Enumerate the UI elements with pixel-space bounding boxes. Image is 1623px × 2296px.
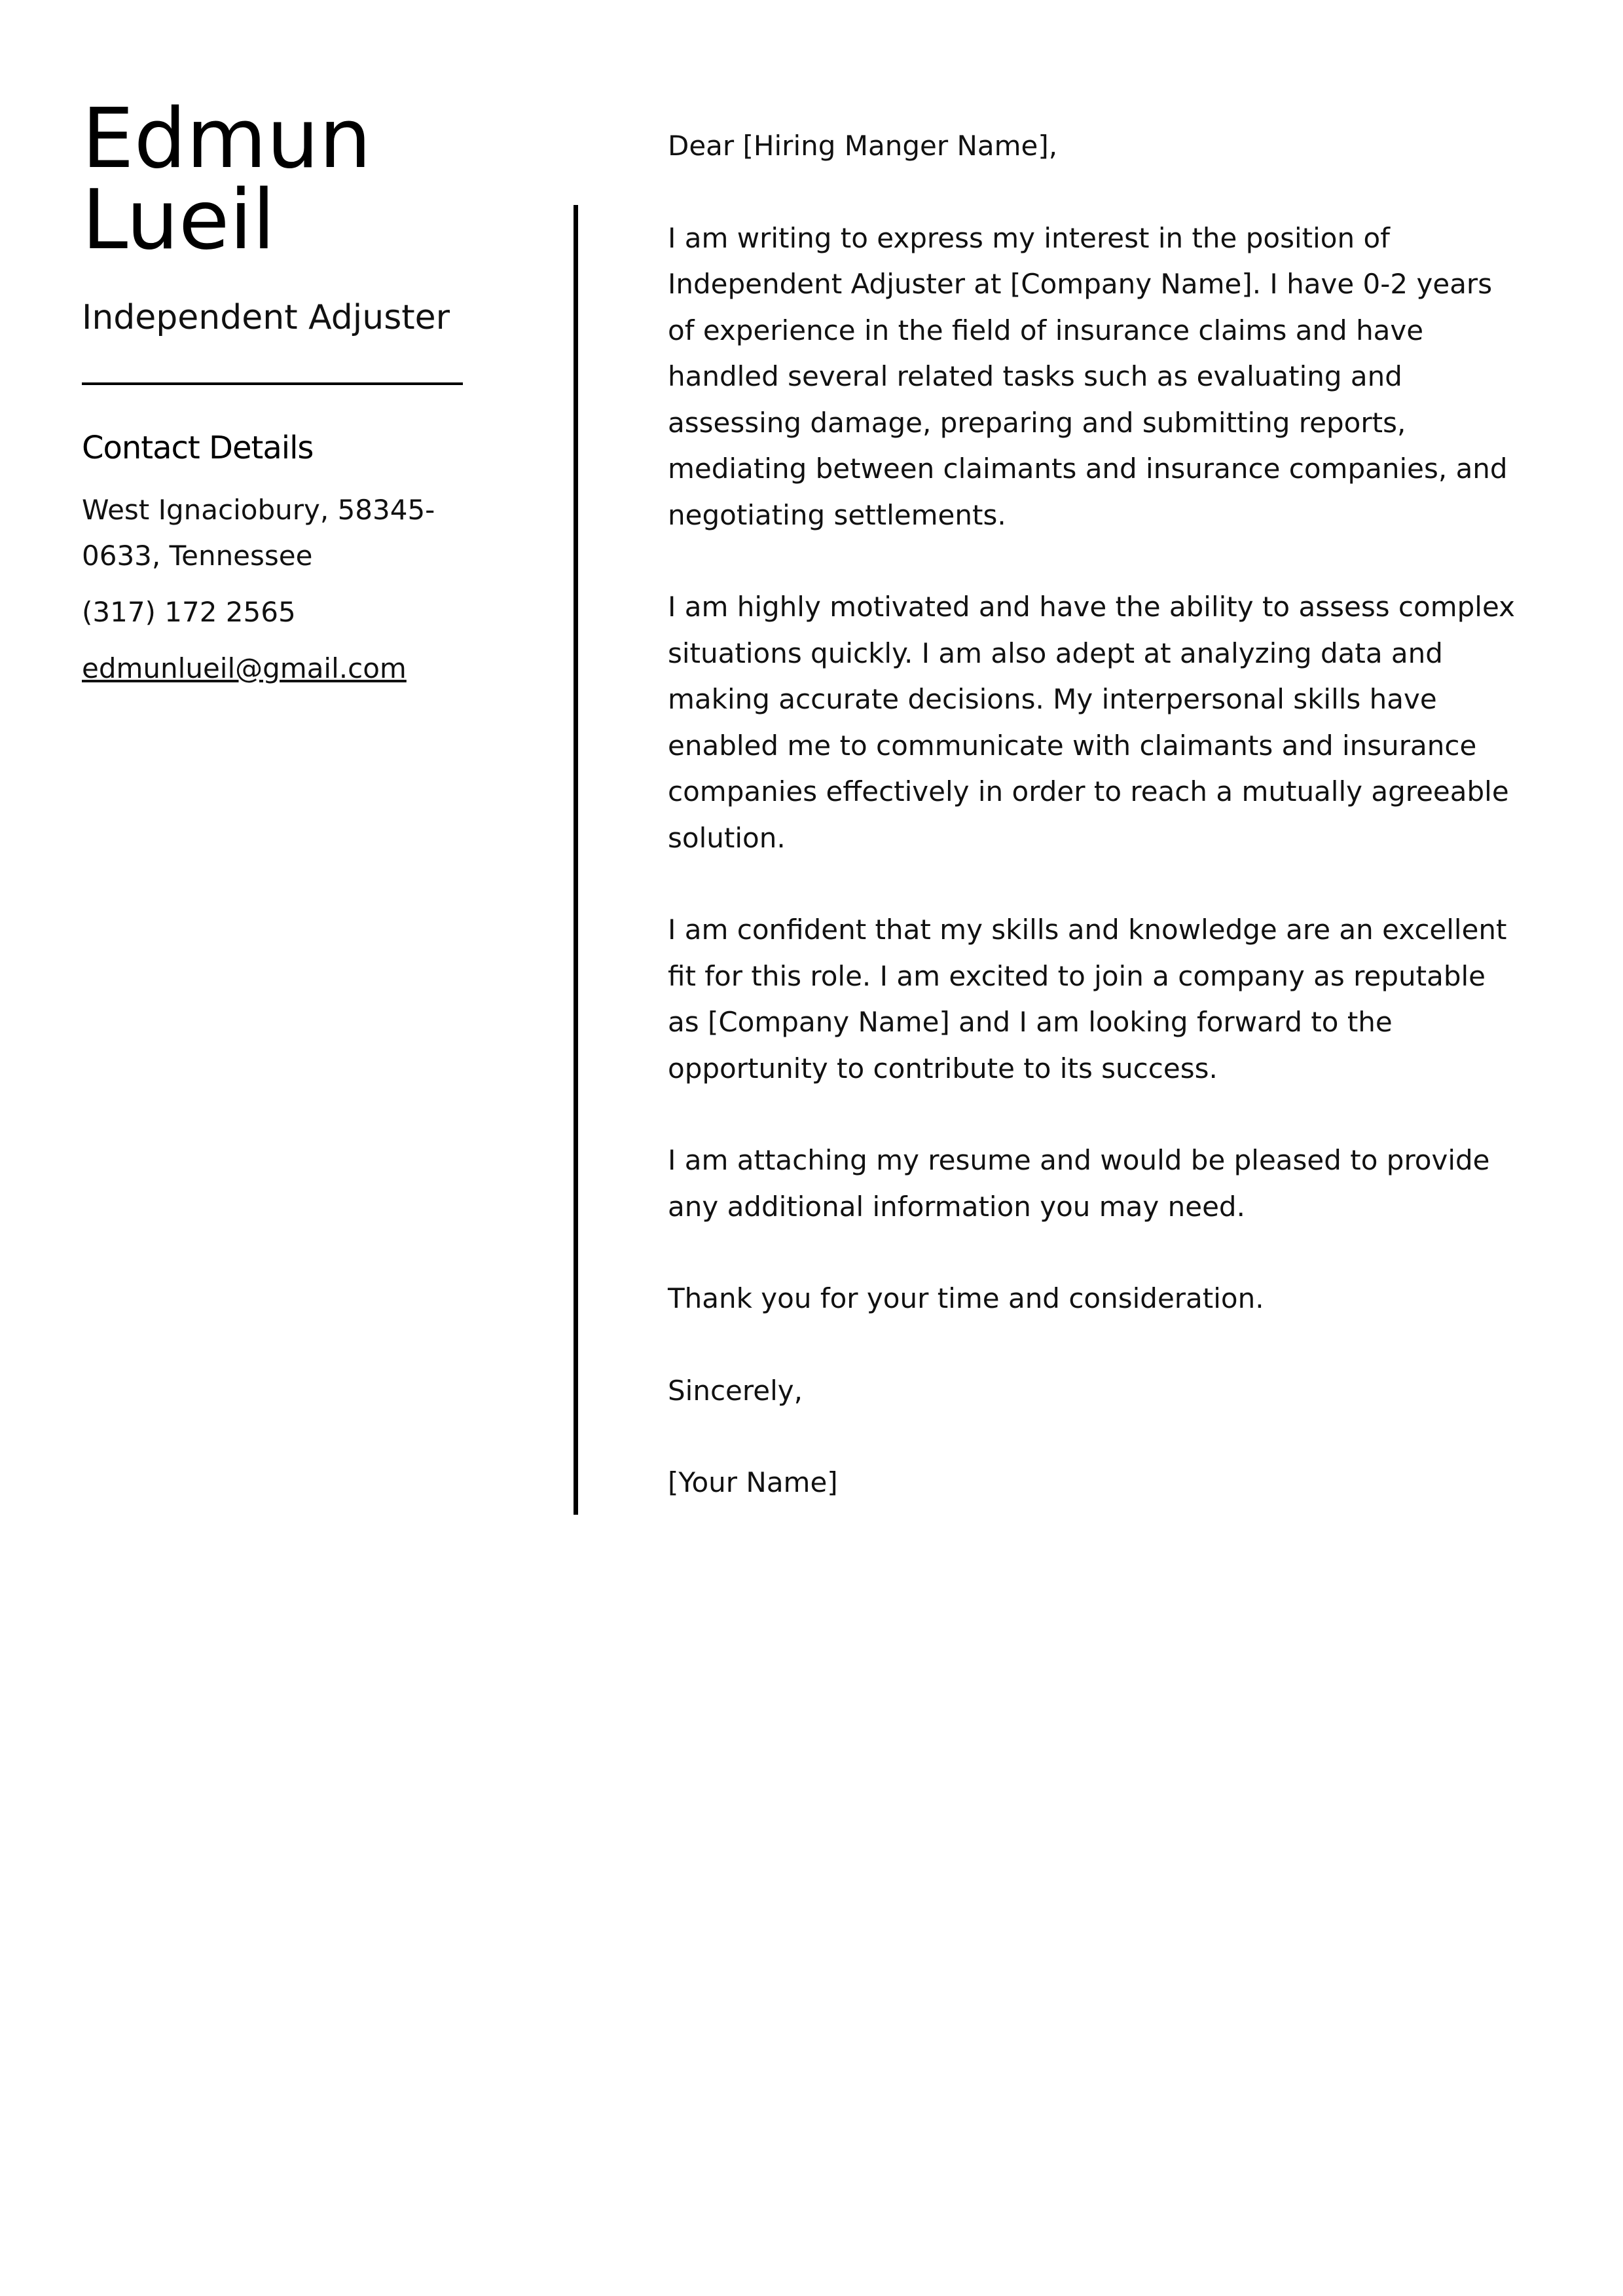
letter-paragraph: I am confident that my skills and knowledge are an excellent fit for this role. I am excited to join a company as reputable as [Company Name] and I am looking forward to the opportunity to contribute to its success. [668, 914, 1507, 1084]
contact-address: West Ignaciobury, 58345-0633, Tennessee [82, 494, 435, 572]
contact-details-heading: Contact Details [82, 430, 314, 466]
letter-closing: Sincerely, [668, 1374, 803, 1407]
first-name: Edmun [82, 90, 372, 187]
vertical-divider [574, 205, 578, 1515]
applicant-name [82, 90, 475, 268]
letter-greeting: Dear [Hiring Manger Name], [668, 130, 1058, 162]
letter-paragraph: I am writing to express my interest in the position of Independent Adjuster at [Company Name]. I have 0-2 years of experience in the field of insurance claims and have handled several related tasks such as evaluating and assessing damage, preparing and submitting reports, mediating between claimants and insurance companies, and negotiating settlements. [668, 221, 1508, 531]
header-divider [82, 382, 463, 385]
letter-paragraph: Thank you for your time and consideration. [668, 1282, 1264, 1314]
last-name: Lueil [82, 172, 276, 268]
letter-body [668, 123, 1519, 1552]
contact-phone: (317) 172 2565 [82, 596, 296, 628]
letter-signature: [Your Name] [668, 1466, 838, 1498]
contact-email-link[interactable]: edmunlueil@gmail.com [82, 652, 407, 684]
letter-paragraph: I am attaching my resume and would be pleased to provide any additional information you may need. [668, 1144, 1490, 1223]
letter-paragraph: I am highly motivated and have the ability to assess complex situations quickly. I am also adept at analyzing data and making accurate decisions. My interpersonal skills have enabled me to communicate with claimants and insurance companies effectively in order to reach a mutually agreeable solution. [668, 591, 1515, 854]
job-title: Independent Adjuster [82, 298, 450, 337]
sidebar [82, 90, 475, 692]
